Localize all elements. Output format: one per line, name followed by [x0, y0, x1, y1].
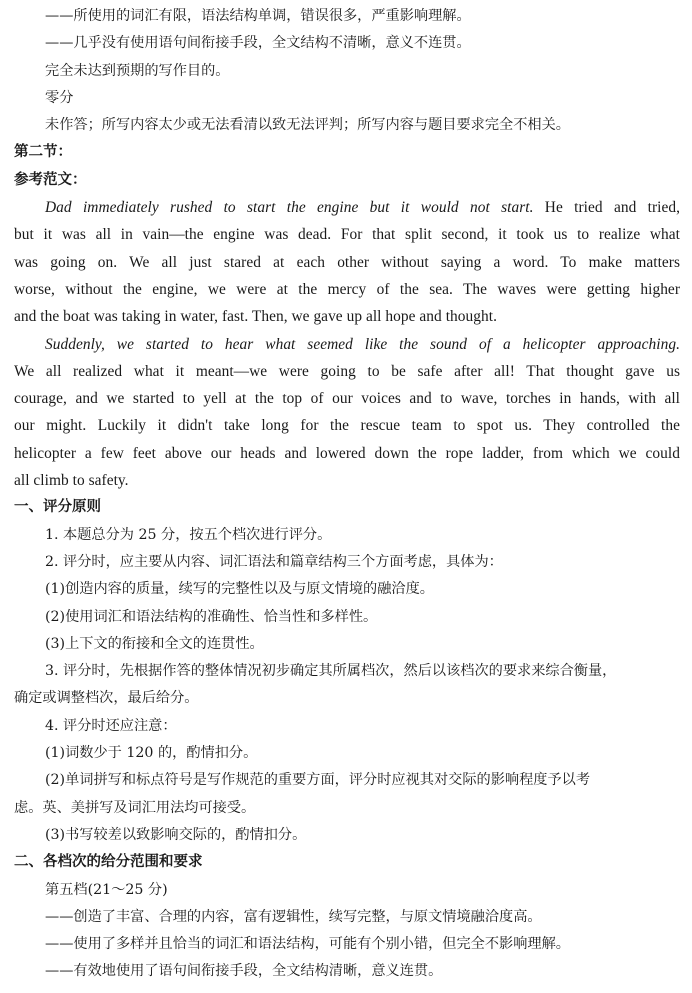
- score-levels-heading: 二、各档次的给分范围和要求: [14, 854, 203, 871]
- level-criterion: ——有效地使用了语句间衔接手段，全文结构清晰，意义连贯。: [45, 963, 443, 980]
- level-title: 第五档(21～25 分): [45, 881, 168, 898]
- paragraph-line: helicopter a few feet above our heads and lowered down the rope ladder, from which we could: [14, 444, 680, 462]
- sample-essay-heading: 参考范文：: [14, 171, 87, 188]
- level-criterion: ——使用了多样并且恰当的词汇和语法结构，可能有个别小错，但完全不影响理解。: [45, 936, 570, 953]
- principle-subitem: (1)词数少于 120 的，酌情扣分。: [45, 745, 258, 762]
- paragraph-line: and the boat was taking in water, fast. Then, we gave up all hope and thought.: [14, 308, 497, 326]
- level-criterion: ——创造了丰富、合理的内容，富有逻辑性，续写完整，与原文情境融洽度高。: [45, 908, 542, 925]
- principle-item: 4. 评分时还应注意：: [45, 717, 177, 734]
- paragraph-line: all climb to safety.: [14, 472, 129, 490]
- paragraph-lead-sentence: Dad immediately rushed to start the engine but it would not start.: [45, 199, 534, 217]
- paragraph-line: was going on. We all just stared at each other without saying a word. To make matters: [14, 253, 680, 271]
- level-criteria-top: [14, 0, 680, 139]
- paragraph-line: but it was all in vain—the engine was dead. For that split second, it took us to realize what: [14, 226, 680, 244]
- zero-score-title: 零分: [45, 89, 74, 106]
- principle-item: 2. 评分时，应主要从内容、词汇语法和篇章结构三个方面考虑，具体为：: [45, 553, 503, 570]
- scoring-principles-heading: 一、评分原则: [14, 499, 101, 516]
- paragraph-line: [14, 331, 680, 358]
- paragraph-line: We all realized what it meant—we were going to be safe after all! That thought gave us: [14, 362, 680, 380]
- principle-subitem: (3)书写较差以致影响交际的，酌情扣分。: [45, 826, 307, 843]
- principle-item-continued: 确定或调整档次，最后给分。: [14, 690, 199, 707]
- principle-subitem-continued: 虑。英、美拼写及词汇用法均可接受。: [14, 799, 256, 816]
- level-5: [14, 877, 680, 986]
- part2-heading: 第二节：: [14, 144, 72, 161]
- paragraph-line: worse, without the engine, we were at the mercy of the sea. The waves were getting higher: [14, 280, 680, 298]
- principle-item: 1. 本题总分为 25 分，按五个档次进行评分。: [45, 526, 332, 543]
- principle-subitem: (1)创造内容的质量，续写的完整性以及与原文情境的融洽度。: [45, 581, 434, 598]
- principle-subitem: (2)使用词汇和语法结构的准确性、恰当性和多样性。: [45, 608, 378, 625]
- zero-score-criteria: 未作答；所写内容太少或无法看清以致无法评判；所写内容与题目要求完全不相关。: [45, 117, 570, 134]
- principle-item: 3. 评分时，先根据作答的整体情况初步确定其所属档次，然后以该档次的要求来综合衡量，: [45, 663, 617, 680]
- scoring-principles: [14, 522, 680, 850]
- principle-subitem: (2)单词拼写和标点符号是写作规范的重要方面，评分时应视其对交际的影响程度予以考: [45, 772, 591, 789]
- criteria-line: 完全未达到预期的写作目的。: [45, 62, 230, 79]
- criteria-line: ——几乎没有使用语句间衔接手段，全文结构不清晰，意义不连贯。: [45, 35, 471, 52]
- paragraph-text: He tried and tried,: [533, 199, 680, 217]
- paragraph-line: [14, 194, 680, 221]
- principle-subitem: (3)上下文的衔接和全文的连贯性。: [45, 635, 264, 652]
- criteria-line: ——所使用的词汇有限，语法结构单调，错误很多，严重影响理解。: [45, 8, 471, 24]
- paragraph-lead-sentence: Suddenly, we started to hear what seemed like the sound of a helicopter approaching.: [45, 335, 680, 353]
- sample-paragraph-2: [14, 331, 680, 495]
- paragraph-line: courage, and we started to yell at the top of our voices and to wave, torches in hands, with all: [14, 390, 680, 408]
- sample-paragraph-1: [14, 194, 680, 330]
- paragraph-line: our might. Luckily it didn't take long for the rescue team to spot us. They controlled the: [14, 417, 680, 435]
